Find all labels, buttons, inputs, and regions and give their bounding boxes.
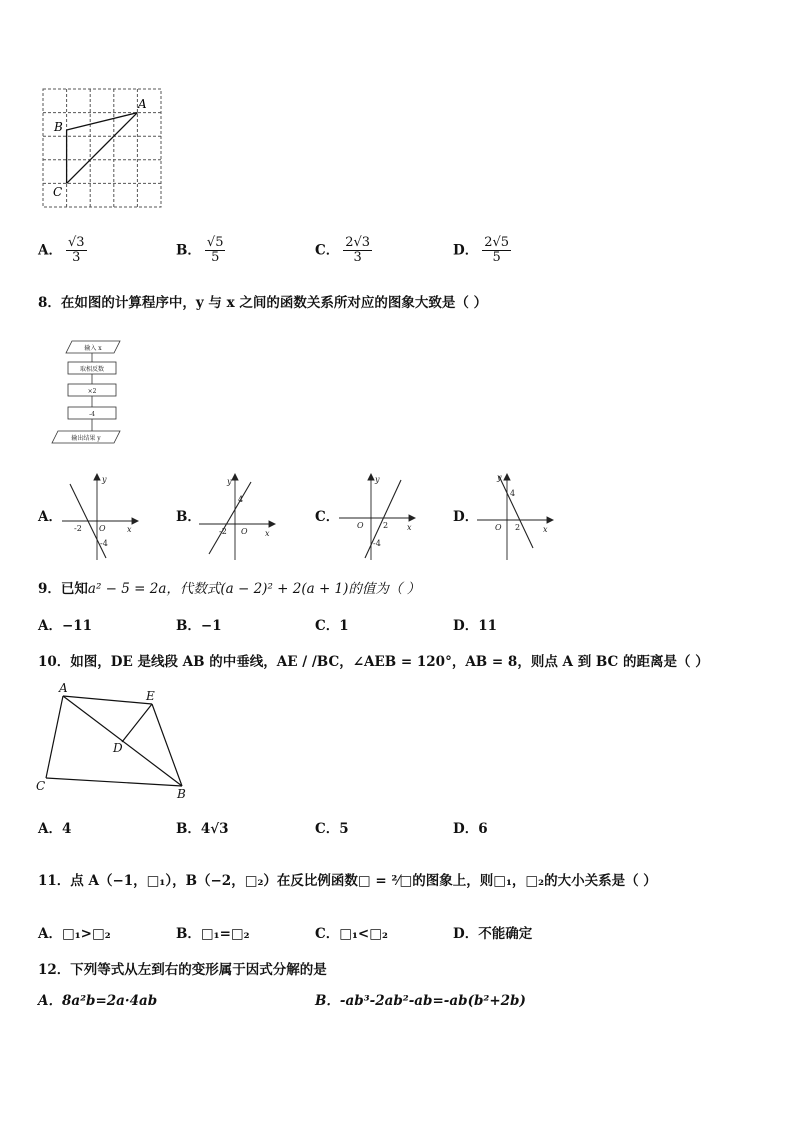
svg-text:-2: -2: [74, 524, 82, 533]
svg-text:y: y: [375, 475, 380, 484]
svg-text:x: x: [543, 525, 548, 534]
flow-negate: 取相反数: [79, 366, 105, 373]
q10-option-d: D．6: [453, 821, 488, 837]
svg-text:A: A: [59, 681, 68, 695]
q8-flowchart: [48, 338, 128, 450]
svg-text:B: B: [177, 787, 186, 801]
q10-stem: 10．如图，DE 是线段 AB 的中垂线，AE / /BC，∠AEB = 120°，AB = 8，则点 A 到 BC 的距离是（ ）: [38, 654, 709, 670]
q9-option-b: B．−1: [176, 618, 222, 634]
q8-option-b: B．: [176, 509, 201, 525]
q10-option-c: C．5: [315, 821, 349, 837]
flow-minus-4: -4: [89, 411, 95, 418]
label-c: C: [53, 185, 63, 199]
q7-option-a: A． $\frac{√3}{3}$: [38, 235, 85, 266]
svg-text:4: 4: [510, 489, 516, 498]
svg-text:y: y: [497, 473, 502, 482]
q9-option-d: D．11: [453, 618, 497, 634]
svg-text:C: C: [36, 779, 46, 793]
svg-text:O: O: [357, 521, 364, 530]
svg-text:2: 2: [515, 523, 521, 532]
q7-grid-figure: [40, 86, 165, 211]
svg-text:x: x: [265, 529, 270, 538]
svg-text:4: 4: [238, 495, 244, 504]
svg-text:D: D: [113, 741, 123, 755]
q11-stem: 11．点 A（−1，□₁），B（−2，□₂）在反比例函数□ = ²⁄□的图象上，则□₁，□₂的大小关系是（ ）: [38, 873, 657, 889]
svg-text:O: O: [99, 524, 106, 533]
q8-option-c: C．: [315, 509, 340, 525]
q8-graph-b: [197, 472, 279, 562]
q8-stem: 8．在如图的计算程序中，y 与 x 之间的函数关系所对应的图象大致是（ ）: [38, 295, 488, 311]
svg-text:2: 2: [383, 521, 389, 530]
svg-text:x: x: [407, 523, 412, 532]
q8-option-a: A．: [38, 509, 62, 525]
q12-stem: 12．下列等式从左到右的变形属于因式分解的是: [38, 962, 327, 978]
svg-text:-2: -2: [219, 527, 227, 536]
q10-figure: [34, 680, 194, 802]
q8-graph-c: [337, 472, 419, 562]
q8-graph-a: [60, 472, 142, 562]
label-a: A: [138, 97, 147, 111]
svg-text:-4: -4: [100, 539, 108, 548]
flow-input: 输入 x: [84, 345, 102, 352]
svg-text:E: E: [146, 689, 155, 703]
q9-option-a: A．−11: [38, 618, 93, 634]
label-b: B: [54, 120, 63, 134]
q7-option-b: B． $\frac{√5}{5}$: [176, 235, 224, 266]
q11-option-b: B．□₁=□₂: [176, 926, 250, 942]
svg-text:y: y: [227, 477, 232, 486]
q9-option-c: C．1: [315, 618, 349, 634]
q9-stem: 9．已知a² − 5 = 2a，代数式(a − 2)² + 2(a + 1)的值为（ ）: [38, 581, 421, 597]
q12-option-b: B．-ab³-2ab²-ab=-ab(b²+2b): [315, 993, 526, 1009]
svg-text:O: O: [241, 527, 248, 536]
svg-text:y: y: [102, 475, 107, 484]
flow-times-2: ×2: [87, 388, 97, 395]
q11-option-a: A．□₁>□₂: [38, 926, 111, 942]
svg-text:-4: -4: [373, 539, 381, 548]
q11-option-d: D．不能确定: [453, 926, 533, 942]
svg-text:x: x: [127, 525, 132, 534]
q10-option-b: B．4√3: [176, 821, 229, 837]
q10-option-a: A．4: [38, 821, 72, 837]
svg-text:O: O: [495, 523, 502, 532]
q7-option-c: C． $\frac{2√3}{3}$: [315, 235, 371, 266]
flow-output: 输出结果 y: [71, 435, 101, 442]
q8-graph-d: [475, 472, 557, 562]
q11-option-c: C．□₁<□₂: [315, 926, 388, 942]
q8-option-d: D．: [453, 509, 479, 525]
q12-option-a: A．8a²b=2a·4ab: [38, 993, 158, 1009]
q7-option-d: D． $\frac{2√5}{5}$: [453, 235, 510, 266]
